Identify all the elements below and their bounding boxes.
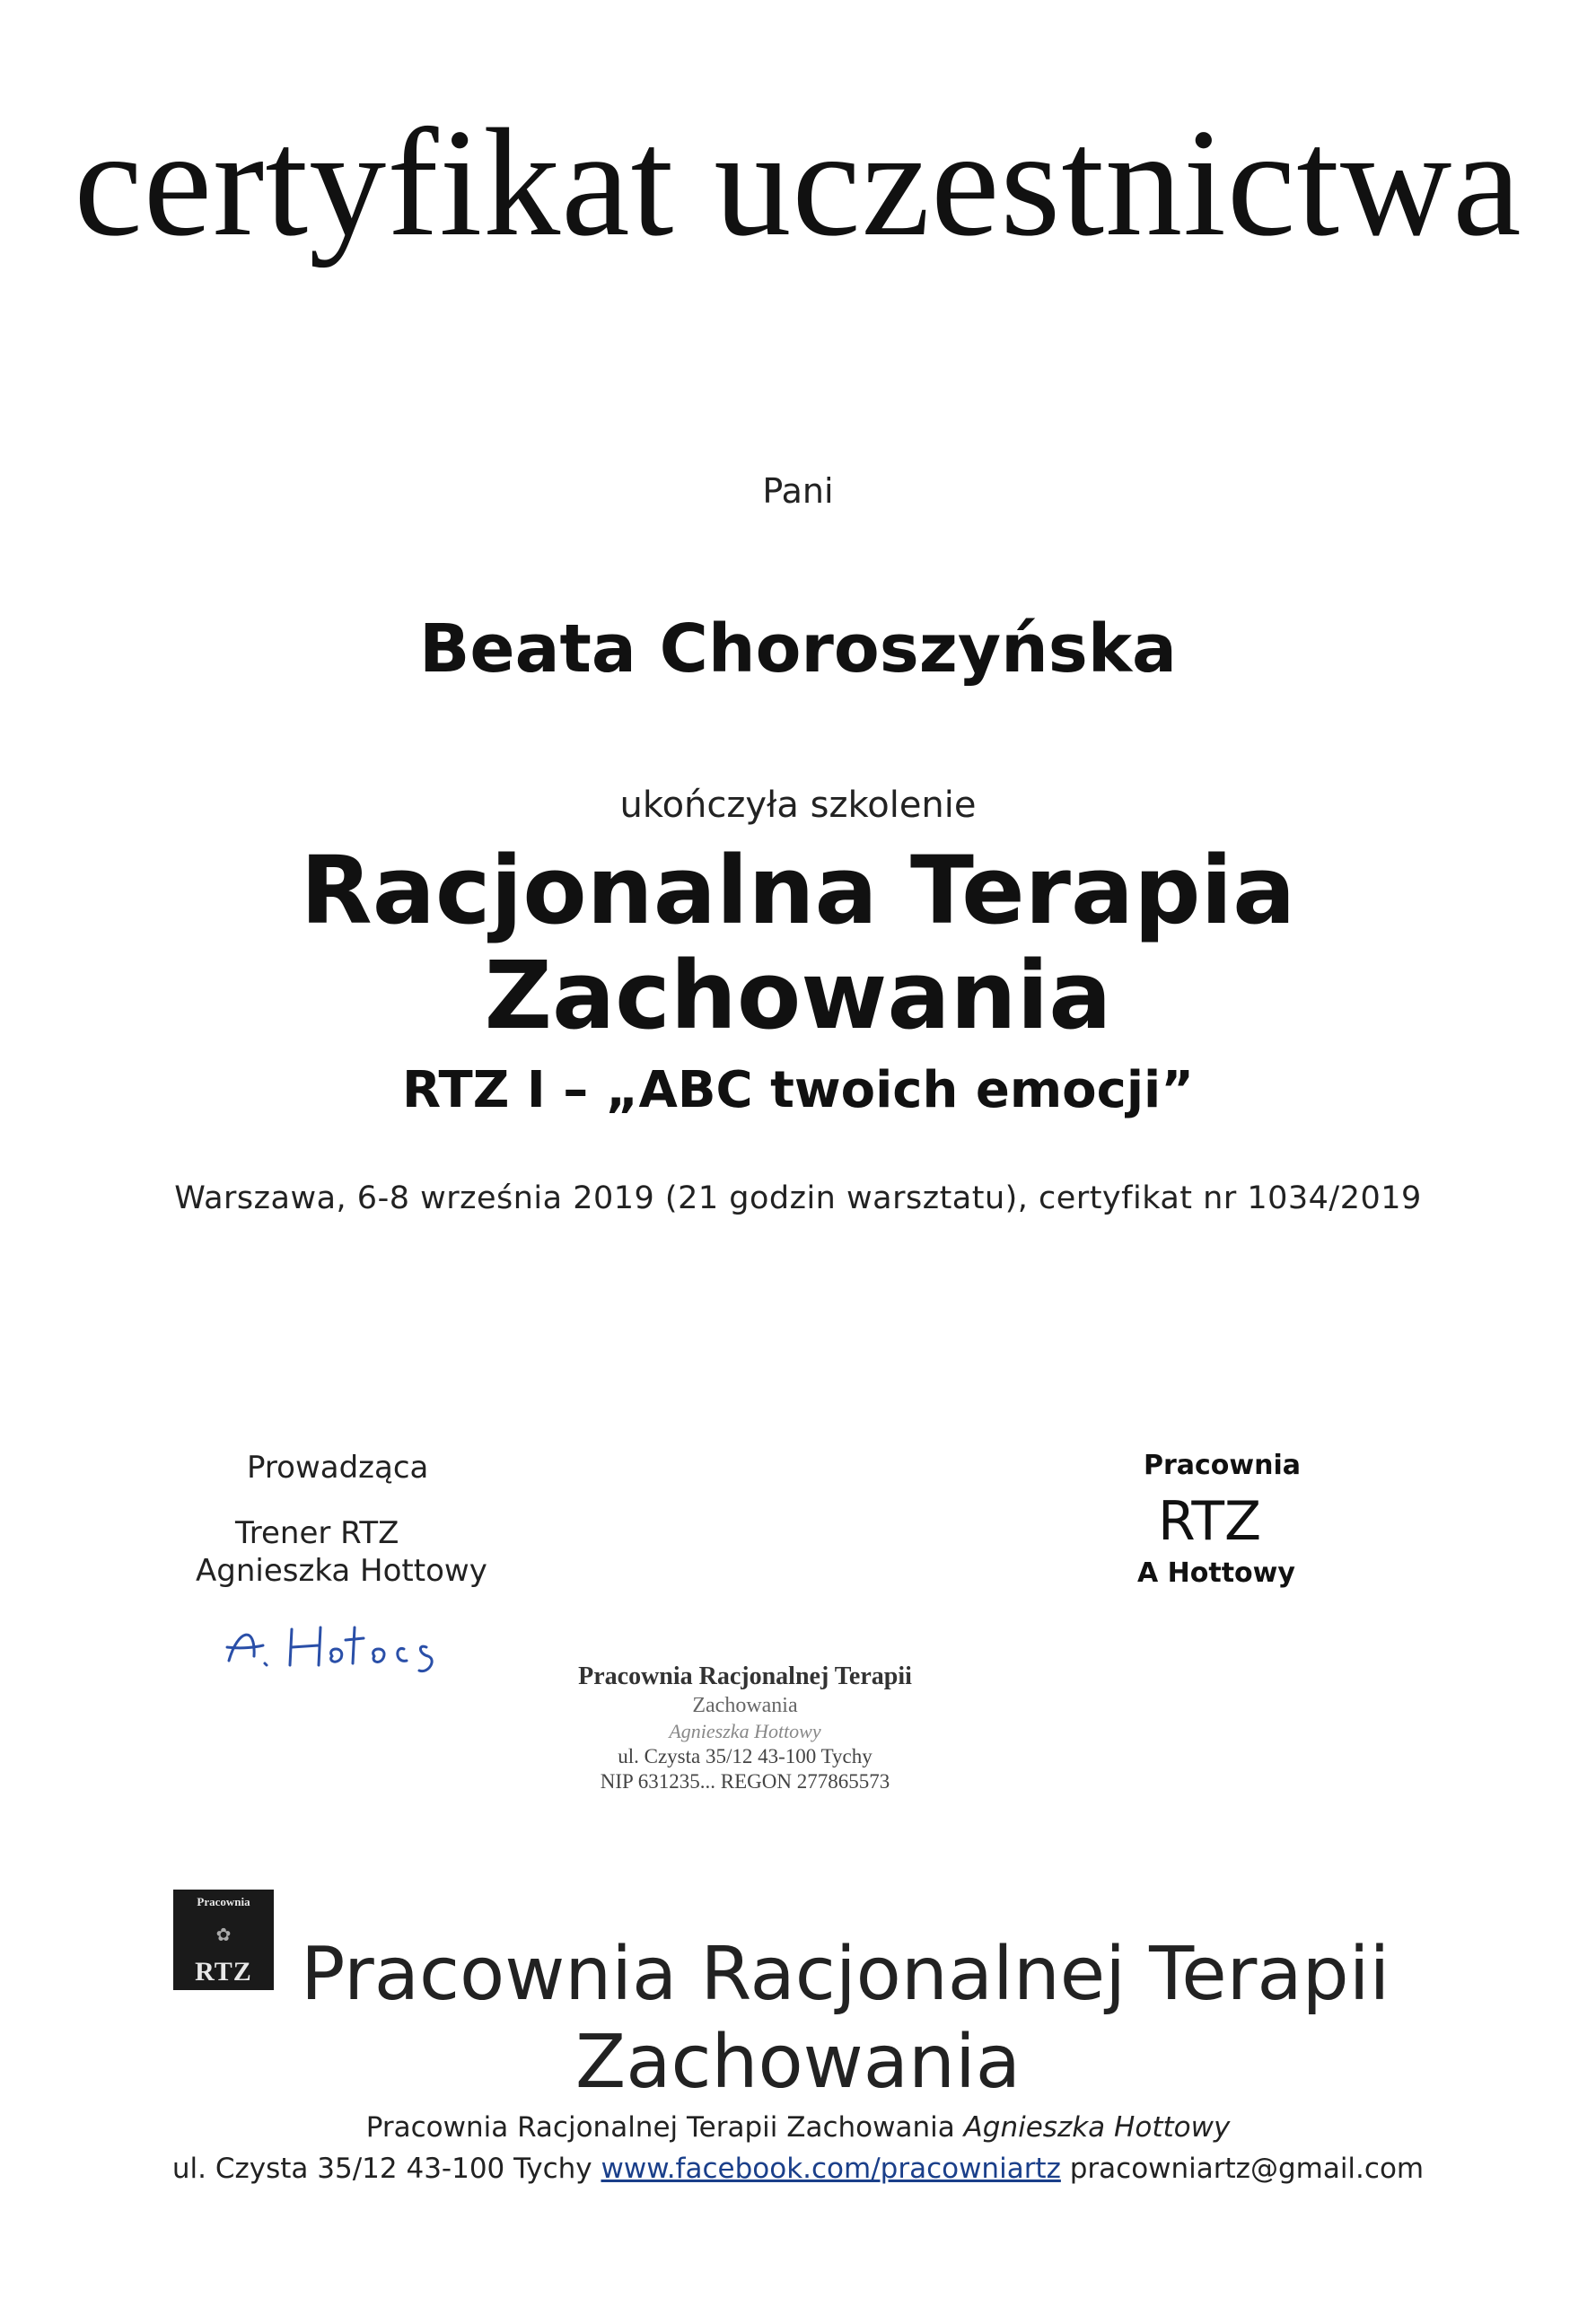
footer-contact-line	[0, 2153, 1596, 2185]
stamp-line-2: Zachowania	[692, 1694, 798, 1717]
footer-org-name: Pracownia Racjonalnej Terapii Zachowania	[365, 2111, 955, 2144]
facebook-link[interactable]: www.facebook.com/pracowniartz	[601, 2153, 1061, 2185]
completed-text: ukończyła szkolenie	[619, 785, 977, 826]
trainer-role: Trener RTZ	[235, 1515, 399, 1551]
logo-emblem-icon: ✿	[215, 1925, 232, 1945]
stamp-line-4: ul. Czysta 35/12 43-100 Tychy	[618, 1744, 873, 1767]
recipient-name: Beata Choroszyńska	[419, 610, 1177, 688]
footer-email: pracowniartz@gmail.com	[1069, 2153, 1425, 2185]
leader-label: Prowadząca	[247, 1450, 429, 1486]
handwritten-signature	[220, 1611, 471, 1692]
course-title-line-1: Racjonalna Terapia	[300, 836, 1296, 945]
stamp-line-1: Pracownia Racjonalnej Terapii	[578, 1662, 912, 1690]
trainer-name: Agnieszka Hottowy	[196, 1553, 487, 1589]
footer-title-line-1: Pracownia Racjonalnej Terapii	[301, 1932, 1390, 2017]
salutation: Pani	[762, 471, 834, 511]
certificate-title: certyfikat uczestnictwa	[74, 98, 1522, 268]
course-title-line-2: Zachowania	[484, 941, 1112, 1050]
stamp-line-3: Agnieszka Hottowy	[669, 1720, 821, 1742]
organization-code: RTZ	[1158, 1490, 1262, 1553]
rtz-logo	[173, 1890, 274, 1990]
footer-title-line-2: Zachowania	[575, 2020, 1021, 2105]
footer-address: ul. Czysta 35/12 43-100 Tychy	[171, 2153, 592, 2185]
organization-name: A Hottowy	[1137, 1557, 1295, 1589]
logo-bottom-text: RTZ	[195, 1957, 252, 1987]
footer-org-owner: Agnieszka Hottowy	[963, 2111, 1231, 2144]
organization-label: Pracownia	[1144, 1450, 1302, 1481]
course-details: Warszawa, 6-8 września 2019 (21 godzin warsztatu), certyfikat nr 1034/2019	[174, 1180, 1422, 1216]
company-stamp	[557, 1661, 934, 1795]
stamp-line-5: NIP 631235... REGON 277865573	[600, 1770, 890, 1794]
logo-top-text: Pracownia	[197, 1895, 250, 1908]
footer-org-line	[0, 2111, 1596, 2144]
course-subtitle: RTZ I – „ABC twoich emocji”	[401, 1061, 1195, 1119]
